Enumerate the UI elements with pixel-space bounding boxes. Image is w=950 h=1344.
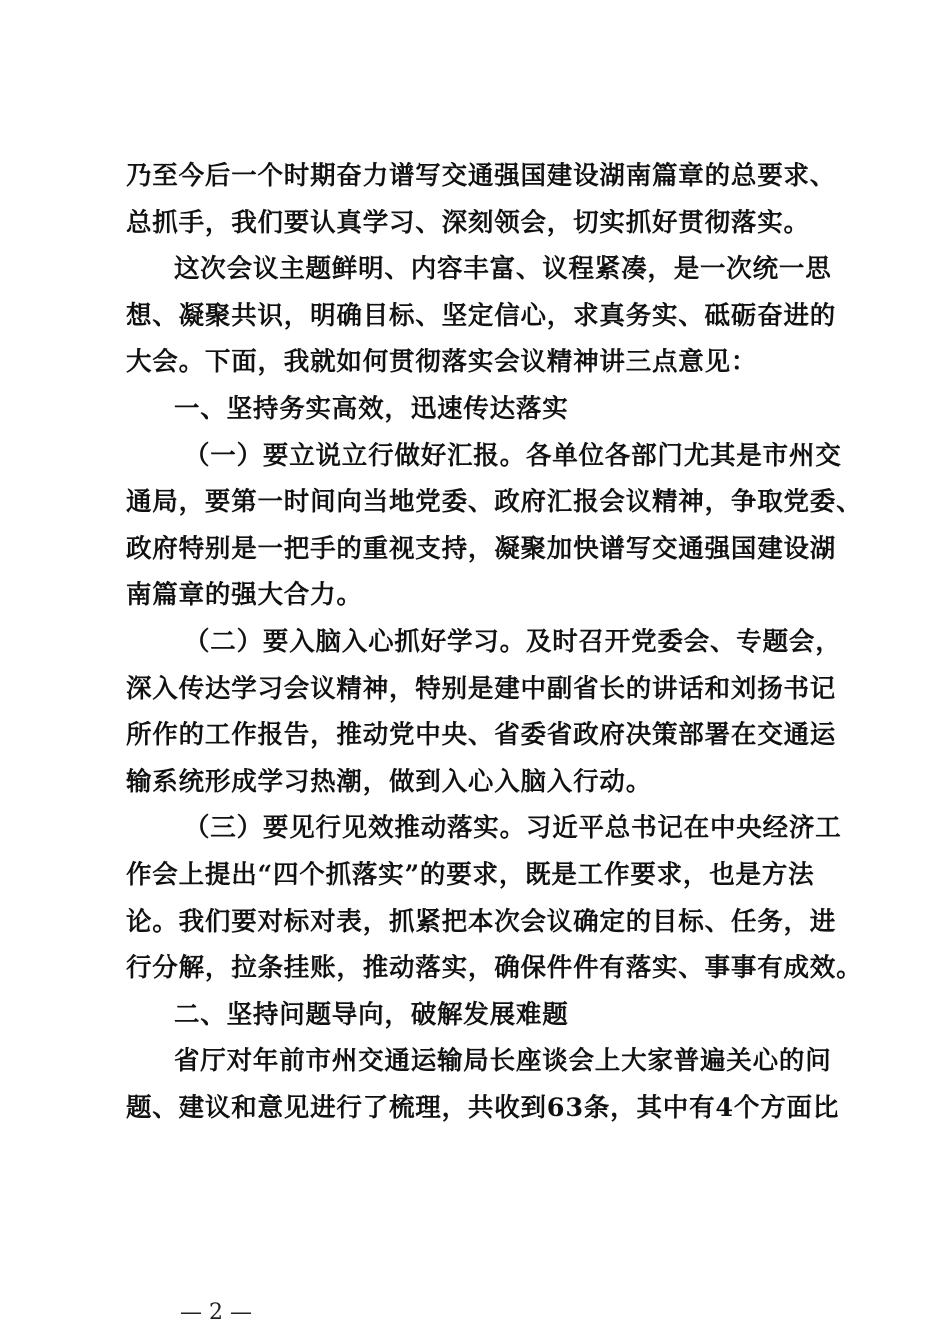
- text-line: 乃至今后一个时期奋力谱写交通强国建设湖南篇章的总要求、: [126, 161, 837, 191]
- text-line: 行分解，拉条挂账，推动落实，确保件件有落实、事事有成效。: [126, 953, 863, 984]
- section-heading-1: 一、坚持务实高效，迅速传达落实: [174, 393, 569, 424]
- text-line: 作会上提出“四个抓落实”的要求，既是工作要求，也是方法: [126, 859, 815, 890]
- subsection-2-start-line: （二）要入脑入心抓好学习。及时召开党委会、专题会，: [184, 626, 842, 657]
- section-heading-2: 二、坚持问题导向，破解发展难题: [174, 999, 569, 1030]
- document-body: [126, 153, 863, 1131]
- text-line: 论。我们要对标对表，抓紧把本次会议确定的目标、任务，进: [126, 906, 837, 937]
- text-line: 题、建议和意见进行了梳理，共收到63条，其中有4个方面比: [126, 1092, 840, 1123]
- text-line: 政府特别是一把手的重视支持，凝聚加快谱写交通强国建设湖: [126, 533, 837, 564]
- page-number: — 2 —: [180, 1300, 252, 1325]
- text-line: 大会。下面，我就如何贯彻落实会议精神讲三点意见：: [126, 347, 758, 378]
- text-line: 总抓手，我们要认真学习、深刻领会，切实抓好贯彻落实。: [126, 207, 810, 238]
- subsection-1-start-line: （一）要立说立行做好汇报。各单位各部门尤其是市州交: [184, 440, 842, 471]
- text-line: 所作的工作报告，推动党中央、省委省政府决策部署在交通运: [126, 720, 837, 751]
- text-line: 通局，要第一时间向当地党委、政府汇报会议精神，争取党委、: [126, 487, 863, 518]
- text-line: 输系统形成学习热潮，做到入心入脑入行动。: [126, 766, 653, 797]
- text-line: 深入传达学习会议精神，特别是建中副省长的讲话和刘扬书记: [126, 673, 837, 704]
- text-line: 南篇章的强大合力。: [126, 580, 363, 611]
- text-line: 想、凝聚共识，明确目标、坚定信心，求真务实、砥砺奋进的: [126, 300, 837, 331]
- paragraph-start-line: 这次会议主题鲜明、内容丰富、议程紧凑，是一次统一思: [174, 254, 832, 285]
- paragraph-start-line: 省厅对年前市州交通运输局长座谈会上大家普遍关心的问: [174, 1046, 832, 1077]
- subsection-3-start-line: （三）要见行见效推动落实。习近平总书记在中央经济工: [184, 813, 842, 844]
